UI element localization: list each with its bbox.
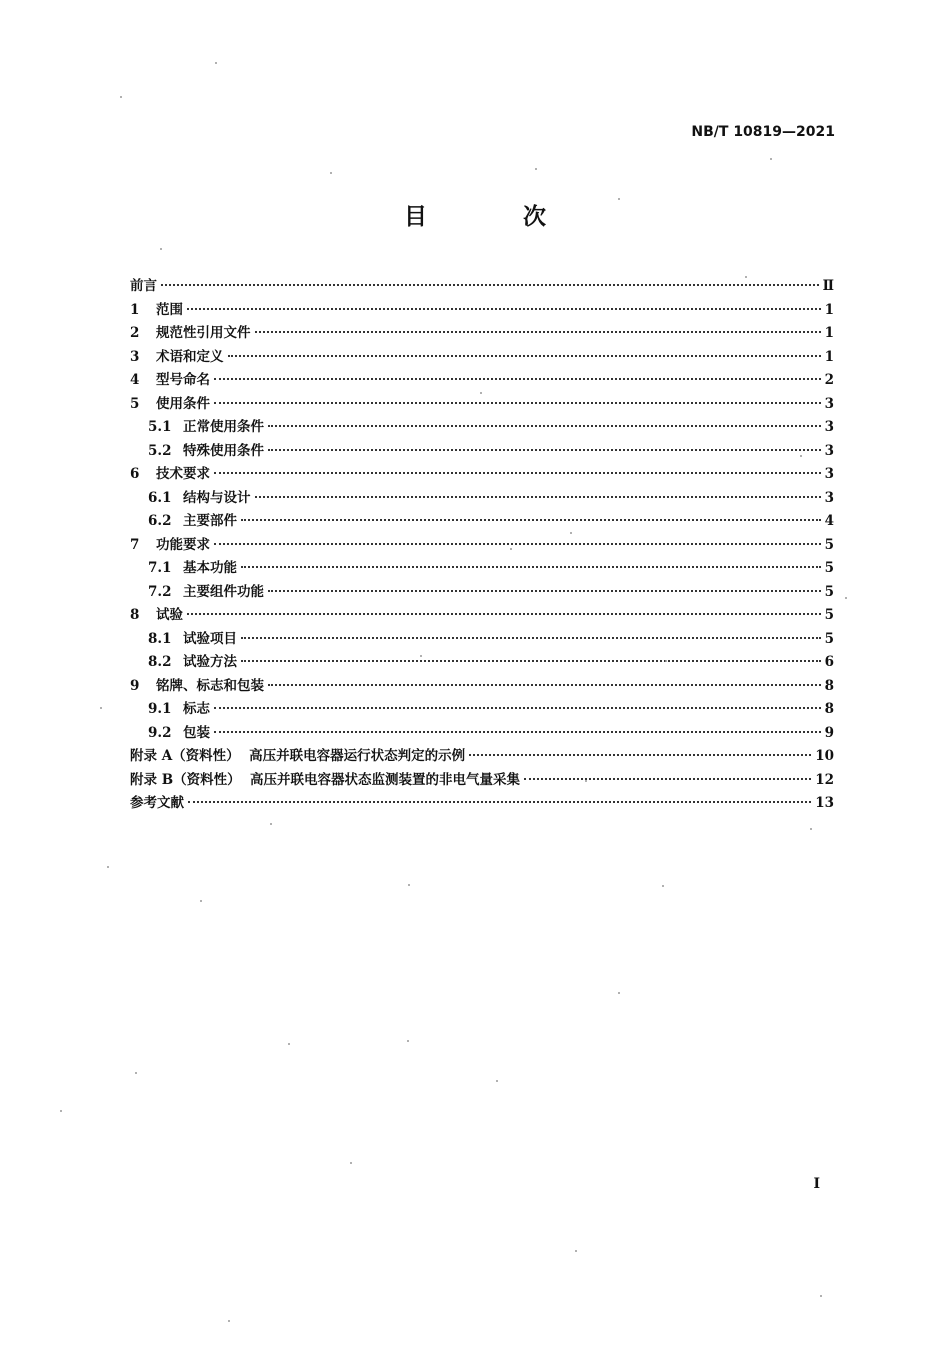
toc-entry-number: 8 — [130, 607, 140, 623]
toc-entry-title: 结构与设计 — [183, 489, 251, 506]
toc-entry-page: 3 — [824, 395, 834, 412]
scan-speck — [270, 823, 272, 825]
scan-speck — [770, 158, 772, 160]
toc-leader-dots — [268, 684, 821, 686]
toc-entry[interactable] — [130, 345, 834, 369]
toc-entry[interactable] — [130, 627, 834, 651]
toc-entry[interactable] — [130, 415, 834, 439]
scan-speck — [618, 992, 620, 994]
toc-entry-title: 基本功能 — [183, 560, 237, 576]
toc-entry[interactable] — [130, 274, 834, 298]
scan-speck — [228, 1320, 230, 1322]
toc-entry[interactable] — [130, 697, 834, 721]
table-of-contents — [130, 274, 834, 815]
scan-speck — [665, 660, 667, 662]
toc-entry-page: 1 — [824, 325, 834, 341]
toc-leader-dots — [214, 731, 821, 733]
toc-entry-page: 1 — [824, 301, 834, 318]
scan-speck — [107, 866, 109, 868]
toc-entry[interactable] — [130, 650, 834, 674]
toc-entry-title: 附录 B（资料性） 高压并联电容器状态监测装置的非电气量采集 — [130, 771, 521, 788]
toc-entry-number: 9.2 — [148, 724, 172, 741]
toc-entry-page: 10 — [815, 748, 834, 764]
toc-leader-dots — [241, 519, 821, 521]
toc-entry-number: 6.2 — [148, 513, 172, 529]
scan-speck — [407, 1040, 409, 1042]
toc-entry[interactable] — [130, 509, 834, 533]
toc-entry-page: 4 — [824, 513, 834, 529]
toc-entry-page: 3 — [824, 442, 834, 459]
toc-leader-dots — [469, 754, 811, 756]
scan-speck — [585, 780, 587, 782]
toc-entry-number: 5.1 — [148, 419, 172, 435]
toc-entry-page: 5 — [824, 560, 834, 576]
toc-entry-number: 5 — [130, 395, 140, 412]
scan-speck — [200, 900, 202, 902]
toc-entry-number: 1 — [130, 301, 140, 318]
toc-entry-page: 8 — [824, 677, 834, 694]
toc-entry-number: 7.2 — [148, 583, 172, 600]
toc-leader-dots — [214, 378, 821, 380]
scan-speck — [350, 1162, 352, 1164]
toc-entry-page: 12 — [815, 771, 834, 788]
toc-entry-title: 试验方法 — [183, 654, 237, 670]
scan-speck — [408, 884, 410, 886]
scan-speck — [100, 707, 102, 709]
toc-entry-number: 3 — [130, 348, 140, 365]
toc-leader-dots — [214, 472, 821, 474]
toc-leader-dots — [241, 660, 821, 662]
scan-speck — [800, 455, 802, 457]
toc-entry-page: 3 — [824, 489, 834, 506]
toc-entry-title: 试验 — [156, 607, 183, 623]
toc-entry-title: 术语和定义 — [156, 348, 224, 365]
scan-speck — [160, 248, 162, 250]
toc-leader-dots — [268, 425, 821, 427]
scan-speck — [60, 1110, 62, 1112]
toc-leader-dots — [187, 613, 821, 615]
scan-speck — [570, 532, 572, 534]
toc-entry-title: 包装 — [183, 724, 210, 741]
toc-entry-number: 9 — [130, 677, 140, 694]
toc-entry-number: 8.2 — [148, 654, 172, 670]
toc-entry-page: 6 — [824, 654, 834, 670]
toc-entry-page: 9 — [824, 724, 834, 741]
toc-entry-page: 3 — [824, 466, 834, 482]
toc-entry-title: 前言 — [130, 278, 157, 294]
scan-speck — [745, 276, 747, 278]
toc-leader-dots — [255, 331, 821, 333]
toc-entry-page: 5 — [824, 583, 834, 600]
toc-entry[interactable] — [130, 462, 834, 486]
toc-entry-number: 6 — [130, 466, 140, 482]
toc-entry-page: 5 — [824, 607, 834, 623]
toc-entry[interactable] — [130, 392, 834, 416]
toc-entry[interactable] — [130, 368, 834, 392]
toc-leader-dots — [268, 590, 821, 592]
toc-entry[interactable] — [130, 791, 834, 815]
scan-speck — [215, 62, 217, 64]
page-title: 目 次 — [403, 204, 590, 230]
toc-entry-number: 2 — [130, 325, 140, 341]
toc-entry-number: 6.1 — [148, 489, 172, 506]
toc-leader-dots — [214, 543, 821, 545]
toc-leader-dots — [255, 496, 821, 498]
toc-entry[interactable] — [130, 298, 834, 322]
toc-entry-page: 8 — [824, 701, 834, 717]
toc-entry[interactable] — [130, 744, 834, 768]
toc-leader-dots — [524, 778, 811, 780]
toc-entry-title: 参考文献 — [130, 795, 184, 811]
toc-entry-page: 3 — [824, 419, 834, 435]
toc-entry-number: 7 — [130, 536, 140, 553]
toc-entry-page: 5 — [824, 536, 834, 553]
toc-entry-title: 型号命名 — [156, 372, 210, 388]
toc-entry-page: 13 — [815, 795, 834, 811]
toc-leader-dots — [214, 402, 821, 404]
scan-speck — [810, 828, 812, 830]
scan-speck — [496, 1080, 498, 1082]
toc-leader-dots — [187, 308, 821, 310]
toc-entry-page: 2 — [824, 372, 834, 388]
toc-entry-title: 范围 — [156, 301, 183, 318]
toc-entry-title: 主要组件功能 — [183, 583, 264, 600]
toc-entry-number: 9.1 — [148, 701, 172, 717]
toc-entry[interactable] — [130, 768, 834, 792]
toc-entry-title: 铭牌、标志和包装 — [156, 677, 264, 694]
toc-entry-title: 主要部件 — [183, 513, 237, 529]
toc-entry-number: 7.1 — [148, 560, 172, 576]
toc-entry-title: 附录 A（资料性） 高压并联电容器运行状态判定的示例 — [130, 748, 466, 764]
scan-speck — [480, 392, 482, 394]
scan-speck — [845, 597, 847, 599]
scan-speck — [662, 885, 664, 887]
toc-leader-dots — [241, 566, 821, 568]
scan-speck — [420, 655, 422, 657]
scan-speck — [120, 96, 122, 98]
toc-entry[interactable] — [130, 533, 834, 557]
toc-entry[interactable] — [130, 556, 834, 580]
toc-entry-number: 8.1 — [148, 630, 172, 647]
toc-entry-title: 试验项目 — [183, 630, 237, 647]
toc-entry-page: Ⅱ — [822, 278, 834, 294]
toc-leader-dots — [161, 284, 819, 286]
toc-entry-number: 4 — [130, 372, 140, 388]
standard-number: NB/T 10819—2021 — [691, 124, 835, 140]
scan-speck — [618, 198, 620, 200]
toc-leader-dots — [268, 449, 821, 451]
toc-leader-dots — [241, 637, 821, 639]
toc-entry[interactable] — [130, 580, 834, 604]
toc-entry-title: 技术要求 — [156, 466, 210, 482]
toc-entry-title: 使用条件 — [156, 395, 210, 412]
toc-entry[interactable] — [130, 603, 834, 627]
toc-entry-title: 标志 — [183, 701, 210, 717]
toc-entry[interactable] — [130, 674, 834, 698]
toc-entry-title: 功能要求 — [156, 536, 210, 553]
toc-leader-dots — [188, 801, 811, 803]
scan-speck — [510, 548, 512, 550]
scan-speck — [535, 168, 537, 170]
toc-entry-title: 正常使用条件 — [183, 419, 264, 435]
scan-speck — [330, 172, 332, 174]
toc-entry[interactable] — [130, 486, 834, 510]
toc-leader-dots — [228, 355, 821, 357]
toc-entry[interactable] — [130, 721, 834, 745]
toc-leader-dots — [214, 707, 821, 709]
scan-speck — [135, 1072, 137, 1074]
toc-entry-number: 5.2 — [148, 442, 172, 459]
toc-entry[interactable] — [130, 321, 834, 345]
scan-speck — [575, 1250, 577, 1252]
toc-entry-page: 1 — [824, 348, 834, 365]
page-number: I — [813, 1176, 820, 1192]
toc-entry-page: 5 — [824, 630, 834, 647]
scan-speck — [288, 1043, 290, 1045]
scan-speck — [820, 1295, 822, 1297]
toc-entry[interactable] — [130, 439, 834, 463]
toc-entry-title: 特殊使用条件 — [183, 442, 264, 459]
toc-entry-title: 规范性引用文件 — [156, 325, 251, 341]
